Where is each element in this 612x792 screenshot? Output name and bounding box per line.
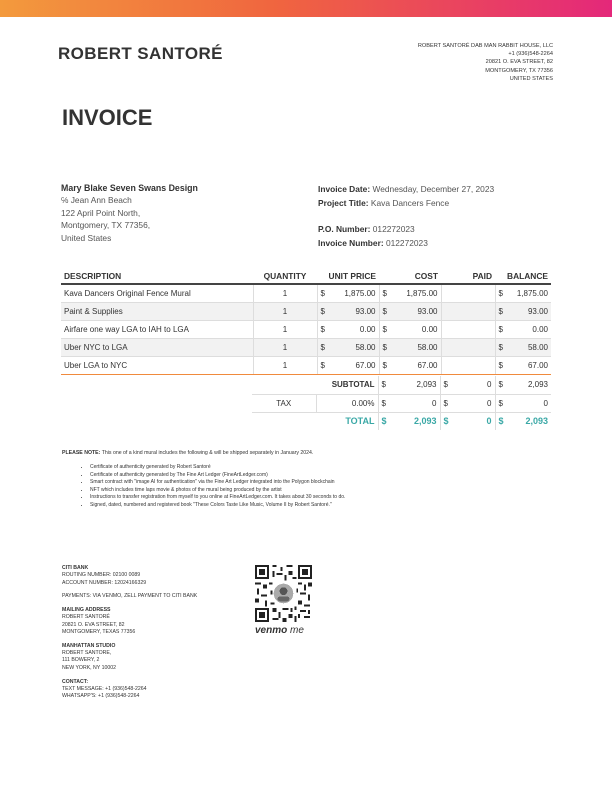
- note-label: PLEASE NOTE:: [62, 450, 101, 456]
- item-unit-price: 58.00: [329, 338, 379, 356]
- mailing-line: ROBERT SANTORÉ: [62, 614, 110, 621]
- currency-symbol: $: [317, 356, 329, 374]
- item-description: Kava Dancers Original Fence Mural: [61, 284, 253, 302]
- tax-rate: 0.00%: [316, 394, 378, 412]
- mailing-heading: MAILING ADDRESS: [62, 607, 111, 614]
- payment-footer: [62, 565, 197, 700]
- client-line: 122 April Point North,: [61, 207, 141, 218]
- total-cost: 2,093: [413, 416, 437, 427]
- company-line: 20821 O. EVA STREET, 82: [485, 59, 553, 66]
- tax-paid: 0: [452, 394, 495, 412]
- subtotal-balance: 2,093: [507, 376, 551, 394]
- total-paid: 0: [486, 416, 492, 427]
- brand-name: ROBERT SANTORÉ: [58, 44, 223, 63]
- item-paid: [441, 284, 495, 302]
- header-balance: BALANCE: [495, 268, 551, 284]
- client-line: United States: [61, 232, 112, 243]
- invoice-meta: [318, 182, 494, 250]
- currency-symbol: $: [440, 376, 452, 394]
- item-quantity: 1: [253, 320, 317, 338]
- project-title: Kava Dancers Fence: [370, 198, 450, 208]
- item-unit-price: 1,875.00: [329, 284, 379, 302]
- mailing-line: MONTGOMERY, TEXAS 77356: [62, 629, 136, 636]
- venmo-word: venmo: [255, 625, 288, 636]
- studio-line: ROBERT SANTORE,: [62, 650, 112, 657]
- currency-symbol: $: [440, 394, 452, 412]
- currency-symbol: $: [378, 412, 390, 430]
- subtotal-paid: 0: [452, 376, 495, 394]
- subtotal-cost: 2,093: [390, 376, 440, 394]
- list-item: • Smart contract with "image AI for authentication" via the Fine Art Ledger integrated into the Polygon blockchain: [90, 479, 345, 487]
- item-paid: [441, 338, 495, 356]
- client-line: ℅ Jean Ann Beach: [61, 195, 132, 205]
- venmo-suffix: me: [287, 625, 304, 636]
- includes-list: [90, 464, 345, 510]
- currency-symbol: $: [495, 394, 507, 412]
- item-cost: 67.00: [391, 356, 441, 374]
- item-quantity: 1: [253, 338, 317, 356]
- item-balance: 1,875.00: [507, 284, 551, 302]
- tax-row: [252, 394, 551, 412]
- project-title-label: Project Title:: [318, 198, 369, 208]
- table-row: [61, 320, 551, 338]
- item-paid: [441, 302, 495, 320]
- header-cost: COST: [379, 268, 441, 284]
- venmo-qr-code-icon[interactable]: [255, 565, 312, 622]
- currency-symbol: $: [378, 376, 390, 394]
- total-row: [252, 412, 551, 430]
- header-paid: PAID: [441, 268, 495, 284]
- currency-symbol: $: [379, 284, 391, 302]
- table-row: [61, 356, 551, 374]
- bill-to: [61, 182, 198, 244]
- totals-table: [252, 376, 551, 430]
- note: [62, 450, 313, 456]
- table-row: [61, 338, 551, 356]
- client-line: Montgomery, TX 77356,: [61, 220, 151, 231]
- currency-symbol: $: [495, 338, 507, 356]
- currency-symbol: $: [440, 412, 452, 430]
- item-quantity: 1: [253, 302, 317, 320]
- currency-symbol: $: [495, 376, 507, 394]
- currency-symbol: $: [495, 284, 507, 302]
- table-row: [61, 284, 551, 302]
- item-balance: 93.00: [507, 302, 551, 320]
- currency-symbol: $: [379, 356, 391, 374]
- currency-symbol: $: [317, 284, 329, 302]
- table-row: [61, 302, 551, 320]
- item-unit-price: 67.00: [329, 356, 379, 374]
- currency-symbol: $: [379, 338, 391, 356]
- list-item: • Certificate of authenticity generated by Robert Santoré: [90, 464, 345, 472]
- invoice-title: INVOICE: [62, 105, 153, 130]
- list-item: • NFT which includes time laps movie & photos of the mural being produced by the artist: [90, 487, 345, 495]
- item-cost: 0.00: [391, 320, 441, 338]
- header-quantity: QUANTITY: [253, 268, 317, 284]
- contact-line: WHATSAPP'S: +1 (936)548-2264: [62, 693, 140, 700]
- item-paid: [441, 356, 495, 374]
- studio-line: NEW YORK, NY 10002: [62, 664, 117, 671]
- currency-symbol: $: [378, 394, 390, 412]
- company-address: [418, 42, 553, 83]
- top-gradient-bar: [0, 0, 612, 17]
- currency-symbol: $: [317, 302, 329, 320]
- tax-cost: 0: [390, 394, 440, 412]
- invoice-number-label: Invoice Number:: [318, 238, 384, 248]
- currency-symbol: $: [317, 338, 329, 356]
- item-description: Airfare one way LGA to IAH to LGA: [61, 320, 253, 338]
- contact-heading: CONTACT:: [62, 678, 89, 685]
- item-description: Uber NYC to LGA: [61, 338, 253, 356]
- company-line: ROBERT SANTORÉ DAB MAN RABBIT HOUSE, LLC: [417, 43, 553, 49]
- po-number: 012272023: [372, 224, 415, 234]
- mailing-line: 20821 O. EVA STREET, 82: [62, 621, 125, 628]
- item-balance: 0.00: [507, 320, 551, 338]
- company-line: MONTGOMERY, TX 77356: [485, 67, 553, 74]
- currency-symbol: $: [379, 320, 391, 338]
- currency-symbol: $: [317, 320, 329, 338]
- item-description: Uber LGA to NYC: [61, 356, 253, 374]
- item-quantity: 1: [253, 356, 317, 374]
- item-description: Paint & Supplies: [61, 302, 253, 320]
- studio-heading: MANHATTAN STUDIO: [62, 642, 116, 649]
- currency-symbol: $: [495, 412, 507, 430]
- contact-line: TEXT MESSAGE: +1 (936)548-2264: [62, 685, 147, 692]
- company-line: UNITED STATES: [509, 75, 553, 82]
- item-cost: 1,875.00: [391, 284, 441, 302]
- header-unit-price: UNIT PRICE: [317, 268, 379, 284]
- item-cost: 58.00: [391, 338, 441, 356]
- account-number: ACCOUNT NUMBER: 12024166329: [62, 579, 147, 586]
- studio-line: 111 BOWERY, 2: [62, 657, 100, 664]
- client-name: Mary Blake Seven Swans Design: [61, 183, 198, 193]
- venmo-logo: [255, 625, 304, 636]
- subtotal-row: [252, 376, 551, 394]
- invoice-date-label: Invoice Date:: [318, 184, 371, 194]
- currency-symbol: $: [495, 320, 507, 338]
- bank-heading: CITI BANK: [62, 565, 89, 571]
- item-balance: 67.00: [507, 356, 551, 374]
- tax-label: TAX: [252, 394, 316, 412]
- po-number-label: P.O. Number:: [318, 224, 371, 234]
- currency-symbol: $: [379, 302, 391, 320]
- routing-number: ROUTING NUMBER: 02100 0089: [62, 572, 141, 579]
- invoice-number: 012272023: [385, 238, 428, 248]
- item-unit-price: 93.00: [329, 302, 379, 320]
- item-paid: [441, 320, 495, 338]
- subtotal-label: SUBTOTAL: [316, 376, 378, 394]
- list-item: • Certificate of authenticity generated by The Fine Art Ledger (FineArtLedger.com): [90, 472, 345, 480]
- item-quantity: 1: [253, 284, 317, 302]
- note-text: This one of a kind mural includes the following & will be shipped separately in January 2024.: [101, 450, 314, 456]
- payments-info: PAYMENTS: VIA VENMO, ZELL PAYMENT TO CITI BANK: [62, 593, 198, 600]
- item-balance: 58.00: [507, 338, 551, 356]
- item-unit-price: 0.00: [329, 320, 379, 338]
- currency-symbol: $: [495, 356, 507, 374]
- header-description: DESCRIPTION: [61, 268, 253, 284]
- item-cost: 93.00: [391, 302, 441, 320]
- total-balance: 2,093: [525, 416, 548, 427]
- currency-symbol: $: [495, 302, 507, 320]
- invoice-date: Wednesday, December 27, 2023: [372, 184, 495, 194]
- list-item: • Signed, dated, numbered and registered book "These Colors Taste Like Music, Volume II by Robert Santoré.": [90, 502, 345, 510]
- line-items-table: [61, 268, 551, 375]
- company-line: +1 (936)548-2264: [508, 51, 553, 58]
- total-label: TOTAL: [345, 416, 375, 427]
- tax-balance: 0: [507, 394, 551, 412]
- list-item: • Instructions to transfer registration from myself to you online at FineArtLedger.com. It takes about 30 seconds to do.: [90, 494, 345, 502]
